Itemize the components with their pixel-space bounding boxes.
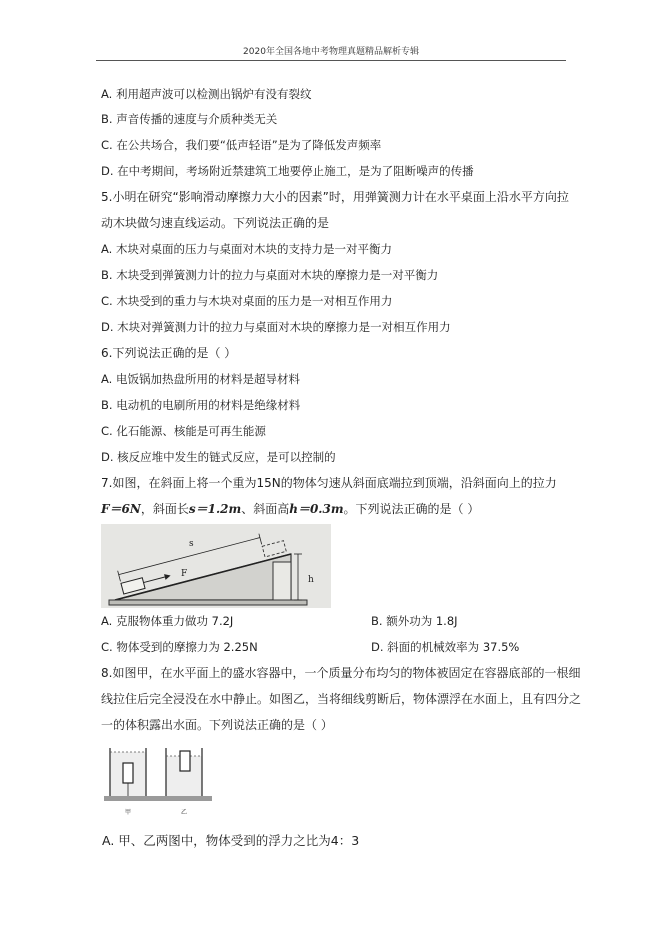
q7-text-length: ，斜面长 [140,502,189,516]
q6-option-d: D. 核反应堆中发生的链式反应，是可以控制的 [101,450,336,464]
q8-stem-line2: 线拉住后完全浸没在水中静止。如图乙，当将细线剪断后，物体漂浮在水面上，且有四分之 [101,692,582,706]
q7-text-height: 、斜面高 [241,502,290,516]
q6-option-b: B. 电动机的电刷所用的材料是绝缘材料 [101,398,301,412]
q7-option-c: C. 物体受到的摩擦力为 2.25N [101,640,258,654]
q7-text-end: 。下列说法正确的是（ ） [343,502,480,516]
q5-option-d: D. 木块对弹簧测力计的拉力与桌面对木块的摩擦力是一对相互作用力 [101,320,451,334]
q5-option-a: A. 木块对桌面的压力与桌面对木块的支持力是一对平衡力 [101,242,392,256]
q7-force-formula: F＝6N [101,502,141,516]
q8-option-a: A. 甲、乙两图中，物体受到的浮力之比为4：3 [102,833,360,848]
q7-option-b: B. 额外功为 1.8J [371,614,458,628]
q5-stem-line2: 动木块做匀速直线运动。下列说法正确的是 [101,216,330,230]
q6-stem: 6.下列说法正确的是（ ） [101,346,237,360]
q6-option-c: C. 化石能源、核能是可再生能源 [101,424,266,438]
incline-figure [101,524,331,608]
q7-option-a: A. 克服物体重力做功 7.2J [101,614,234,628]
base-board [109,600,307,605]
caption-jia: 甲 [125,809,132,816]
support-block [273,562,291,600]
q7-stem-line2 [101,501,479,517]
object-floating [180,751,190,771]
q5-option-c: C. 木块受到的重力与木块对桌面的压力是一对相互作用力 [101,294,393,308]
ground-base [104,796,212,801]
caption-yi: 乙 [181,809,188,816]
q4-option-b: B. 声音传播的速度与介质种类无关 [101,112,278,126]
force-label: F [181,569,188,579]
q4-option-c: C. 在公共场合，我们要“低声轻语”是为了降低发声频率 [101,138,382,152]
q5-option-b: B. 木块受到弹簧测力计的拉力与桌面对木块的摩擦力是一对平衡力 [101,268,439,282]
container-figure [102,746,214,806]
q7-length-formula: s＝1.2m [188,502,242,516]
q5-stem-line1: 5.小明在研究“影响滑动摩擦力大小的因素”时，用弹簧测力计在水平桌面上沿水平方向拉 [101,190,569,204]
q7-stem-line1: 7.如图，在斜面上将一个重为15N的物体匀速从斜面底端拉到顶端，沿斜面向上的拉力 [101,476,557,490]
q4-option-a: A. 利用超声波可以检测出锅炉有没有裂纹 [101,87,312,101]
page-header: 2020年全国各地中考物理真题精品解析专辑 [243,47,419,57]
q7-height-formula: h＝0.3m [289,502,344,516]
q8-stem-line3: 一的体积露出水面。下列说法正确的是（ ） [101,718,333,732]
q7-option-d: D. 斜面的机械效率为 37.5% [371,640,520,654]
height-label: h [308,575,314,585]
q6-option-a: A. 电饭锅加热盘所用的材料是超导材料 [101,372,300,386]
q4-option-d: D. 在中考期间，考场附近禁建筑工地要停止施工，是为了阻断噪声的传播 [101,164,474,178]
header-divider [96,60,566,61]
length-label: s [189,539,194,549]
q8-stem-line1: 8.如图甲，在水平面上的盛水容器中，一个质量分布均匀的物体被固定在容器底部的一根细 [101,666,581,680]
object-submerged [123,763,133,783]
